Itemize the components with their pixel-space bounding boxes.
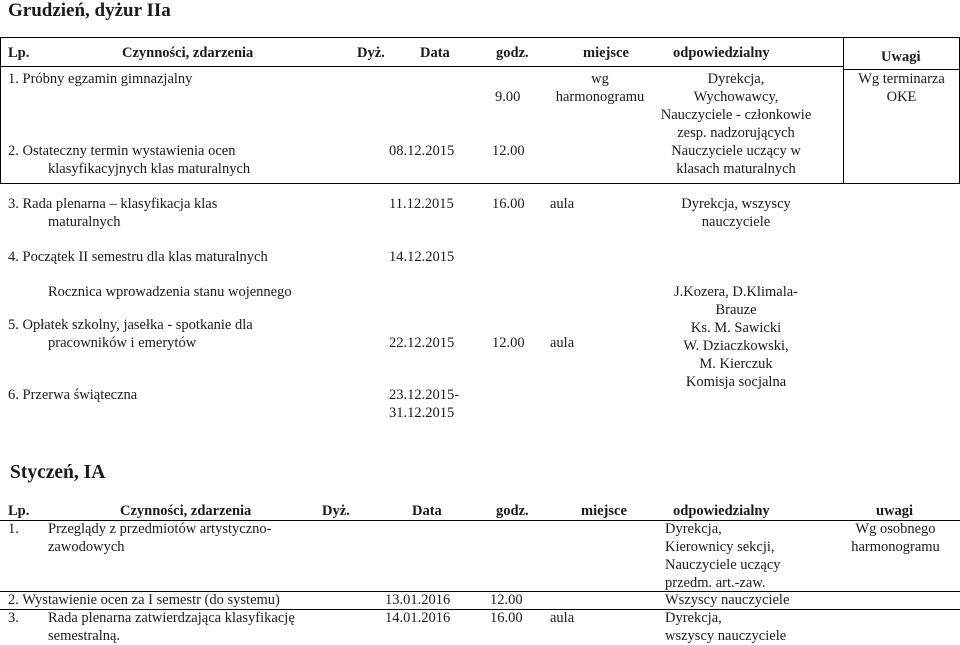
activity-6: 6. Przerwa świąteczna [8, 387, 138, 403]
responsible-line: W. Dziaczkowski, [683, 338, 789, 354]
header-data: Data [420, 45, 450, 61]
header2-data: Data [412, 503, 442, 519]
jan-activity-3-line-2: semestralną. [48, 628, 121, 644]
date-6-line-1: 23.12.2015- [389, 387, 460, 403]
jan-responsible-3-line-2: wszyscy nauczyciele [665, 628, 787, 644]
jan-activity-1 [48, 520, 271, 556]
place-3: aula [550, 196, 575, 212]
header-czynnosci: Czynności, zdarzenia [122, 45, 254, 61]
responsible-line: Dyrekcja, [665, 521, 722, 537]
responsible-line: J.Kozera, D.Klimala- [673, 284, 798, 300]
header2-czynnosci: Czynności, zdarzenia [120, 503, 252, 519]
jan-remarks-1-line-2: harmonogramu [851, 539, 940, 555]
remarks-1 [843, 70, 960, 106]
activity-2-line-1: 2. Ostateczny termin wystawienia ocen [8, 143, 236, 159]
jan-remarks-1 [838, 520, 953, 556]
header2-odpowiedzialny: odpowiedzialny [673, 503, 770, 519]
jan-activity-3-line-1: Rada plenarna zatwierdzająca klasyfikację [48, 610, 295, 626]
time-5: 12.00 [492, 335, 525, 351]
jan-activity-3 [48, 609, 295, 645]
responsible-line: Kierownicy sekcji, [665, 539, 775, 555]
date-6 [389, 386, 459, 422]
jan-responsible-2: Wszyscy nauczyciele [665, 592, 790, 608]
place-1-line-2: harmonogramu [555, 89, 645, 105]
uwagi-column-divider [843, 37, 844, 184]
section-title-december: Grudzień, dyżur IIa [8, 0, 171, 21]
activity-2-line-2: klasyfikacyjnych klas maturalnych [48, 161, 251, 177]
responsible-line: Nauczyciele - członkowie [660, 107, 812, 123]
jan-activity-3-num: 3. [8, 610, 19, 626]
jan-date-3: 14.01.2016 [385, 610, 451, 626]
header2-lp: Lp. [8, 503, 30, 519]
table-left-border [0, 37, 1, 184]
responsible-line: Dyrekcja, [707, 71, 765, 87]
responsible-line: Wychowawcy, [693, 89, 779, 105]
jan-activity-1-num: 1. [8, 521, 19, 537]
time-2: 12.00 [492, 143, 525, 159]
jan-time-2: 12.00 [490, 592, 523, 608]
jan-activity-1-line-1: Przeglądy z przedmiotów artystyczno- [48, 521, 272, 537]
remarks-line: OKE [886, 89, 917, 105]
remarks-line: Wg terminarza [858, 71, 945, 87]
header-miejsce: miejsce [583, 45, 629, 61]
jan-time-3: 16.00 [490, 610, 523, 626]
jan-responsible-1 [665, 520, 781, 592]
jan-date-2: 13.01.2016 [385, 592, 451, 608]
date-2: 08.12.2015 [389, 143, 455, 159]
activity-4: 4. Początek II semestru dla klas maturalnych [8, 249, 268, 265]
place-5: aula [550, 335, 575, 351]
responsible-line: Ks. M. Sawicki [690, 320, 782, 336]
header-divider [0, 66, 843, 67]
activity-3-line-1: 3. Rada plenarna – klasyfikacja klas [8, 196, 218, 212]
responsible-3-line-1: Dyrekcja, wszyscy [681, 196, 791, 212]
header-lp: Lp. [8, 45, 30, 61]
jan-activity-2: 2. Wystawienie ocen za I semestr (do systemu) [8, 592, 280, 608]
responsible-3 [636, 195, 836, 231]
header-uwagi: Uwagi [881, 49, 921, 65]
place-1-line-1: wg [591, 71, 609, 87]
activity-1: 1. Próbny egzamin gimnazjalny [8, 71, 193, 87]
header2-dyz: Dyż. [322, 503, 350, 519]
time-3: 16.00 [492, 196, 525, 212]
responsible-line: M. Kierczuk [699, 356, 773, 372]
table-top-border [0, 37, 960, 38]
jan-responsible-3 [665, 609, 786, 645]
responsible-line: Nauczyciele uczący [665, 557, 781, 573]
jan-activity-1-line-2: zawodowych [48, 539, 125, 555]
activity-3 [8, 195, 217, 231]
responsible-3-line-2: nauczyciele [701, 214, 771, 230]
activity-5 [8, 316, 253, 352]
responsible-line: Komisja socjalna [685, 374, 787, 390]
time-1: 9.00 [495, 89, 521, 105]
responsible-1-2 [636, 70, 836, 178]
activity-5-line-1: 5. Opłatek szkolny, jasełka - spotkanie dla [8, 317, 253, 333]
activity-5-line-2: pracowników i emerytów [48, 335, 197, 351]
date-3: 11.12.2015 [389, 196, 454, 212]
header-odpowiedzialny: odpowiedzialny [673, 45, 770, 61]
section-title-january: Styczeń, IA [10, 462, 106, 483]
header-godz: godz. [496, 45, 529, 61]
jan-place-3: aula [550, 610, 575, 626]
responsible-line: Nauczyciele uczący w [671, 143, 801, 159]
responsible-line: zesp. nadzorujących [677, 125, 795, 141]
jan-remarks-1-line-1: Wg osobnego [855, 521, 936, 537]
responsible-line: przedm. art.-zaw. [665, 575, 766, 591]
responsible-5 [636, 283, 836, 391]
header2-godz: godz. [496, 503, 529, 519]
activity-4b: Rocznica wprowadzenia stanu wojennego [48, 284, 292, 300]
responsible-line: klasach maturalnych [676, 161, 796, 177]
activity-2 [8, 142, 250, 178]
header-dyz: Dyż. [357, 45, 385, 61]
header2-miejsce: miejsce [581, 503, 627, 519]
date-5: 22.12.2015 [389, 335, 455, 351]
table-bottom-border [0, 183, 960, 184]
date-6-line-2: 31.12.2015 [389, 405, 455, 421]
header2-uwagi: uwagi [876, 503, 914, 519]
date-4: 14.12.2015 [389, 249, 455, 265]
responsible-line: Brauze [715, 302, 757, 318]
activity-3-line-2: maturalnych [48, 214, 121, 230]
jan-responsible-3-line-1: Dyrekcja, [665, 610, 722, 626]
